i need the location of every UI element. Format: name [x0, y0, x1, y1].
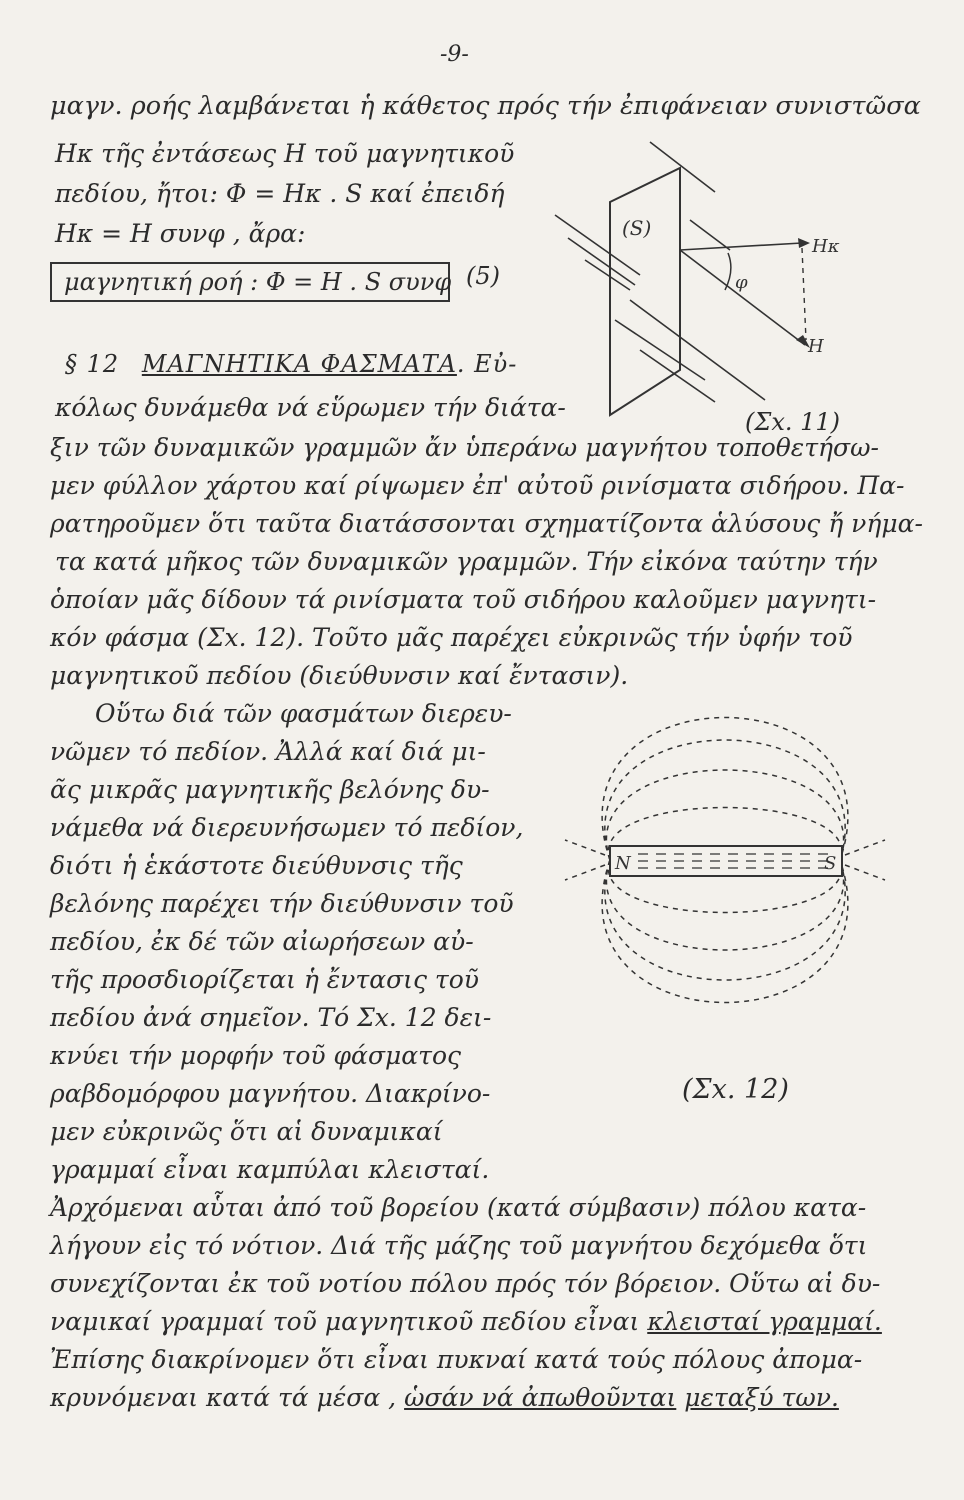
text-line: πεδίου, ἐκ δέ τῶν αἰωρήσεων αὐ- [50, 927, 474, 956]
text-line: Οὕτω διά τῶν φασμάτων διερευ- [95, 699, 512, 728]
text-line: διότι ἡ ἑκάστοτε διεύθυνσις τῆς [50, 851, 463, 880]
text-line: λήγουν εἰς τό νότιον. Διά τῆς μάζης τοῦ μαγνήτου δεχόμεθα ὅτι [50, 1231, 868, 1260]
text-line: κνύει τήν μορφήν τοῦ φάσματος [50, 1041, 462, 1070]
figure-11-caption: (Σx. 11) [745, 408, 841, 436]
field-line [602, 718, 848, 861]
text-line: νάμεθα νά διερευνήσωμεν τό πεδίον, [50, 813, 524, 842]
text-line: μεν φύλλον χάρτου καί ρίψωμεν ἐπ' αὐτοῦ ρινίσματα σιδήρου. Πα- [50, 471, 905, 500]
emphasis-text: ὡσάν νά ἀπωθοῦνται [404, 1383, 677, 1412]
page-number: -9- [440, 42, 469, 67]
text-line: Ἐπίσης διακρίνομεν ὅτι εἶναι πυκναί κατά τούς πόλους ἀπομα- [50, 1345, 863, 1374]
line-text: ναμικαί γραμμαί τοῦ μαγνητικοῦ πεδίου εἶναι [50, 1307, 648, 1336]
angle-label: φ [735, 272, 748, 293]
field-line [615, 320, 705, 380]
text-line: Ἀρχόμεναι αὗται ἀπό τοῦ βορείου (κατά σύμβασιν) πόλου κατα- [50, 1193, 867, 1222]
text-line: Hκ = H συνφ , ἄρα: [55, 219, 306, 248]
surface-label: (S) [622, 216, 652, 240]
projection-line [802, 248, 806, 340]
field-line [845, 840, 885, 855]
text-line: πεδίου, ἤτοι: Φ = Hκ . S καί ἐπειδή [55, 179, 505, 208]
equation-number: (5) [466, 262, 500, 290]
field-line [630, 300, 765, 400]
h-label: H [808, 336, 824, 357]
south-pole-label: S [824, 853, 837, 874]
text-line: κόλως δυνάμεθα νά εὕρωμεν τήν διάτα- [55, 393, 566, 422]
field-line [845, 865, 885, 880]
text-line: ξιν τῶν δυναμικῶν γραμμῶν ἄν ὑπεράνω μαγνήτου τοποθετήσω- [50, 433, 879, 462]
text-line: πεδίου ἀνά σημεῖον. Τό Σx. 12 δει- [50, 1003, 492, 1032]
figure-11-diagram [540, 140, 870, 440]
section-title: ΜΑΓΝΗΤΙΚΑ ΦΑΣΜΑΤΑ [141, 350, 457, 378]
text-line: συνεχίζονται ἐκ τοῦ νοτίου πόλου πρός τόν βόρειον. Οὕτω αἱ δυ- [50, 1269, 881, 1298]
text-line: νῶμεν τό πεδίον. Ἀλλά καί διά μι- [50, 737, 486, 766]
text-line: ὁποίαν μᾶς δίδουν τά ρινίσματα τοῦ σιδήρου καλοῦμεν μαγνητι- [50, 585, 877, 614]
hk-label: Hκ [812, 236, 840, 257]
figure-12-caption: (Σx. 12) [682, 1074, 789, 1105]
field-line [565, 840, 605, 855]
text-line: ρατηροῦμεν ὅτι ταῦτα διατάσσονται σχηματίζοντα ἁλύσους ἤ νήμα- [50, 509, 923, 538]
text-line: ραβδομόρφου μαγνήτου. Διακρίνο- [50, 1079, 491, 1108]
text-line: κόν φάσμα (Σx. 12). Τοῦτο μᾶς παρέχει εὐκρινῶς τήν ὑφήν τοῦ [50, 623, 853, 652]
text-line: τα κατά μῆκος τῶν δυναμικῶν γραμμῶν. Τήν εἰκόνα ταύτην τήν [55, 547, 878, 576]
field-line [568, 238, 635, 285]
field-line [650, 142, 715, 192]
text-line: τῆς προσδιορίζεται ἡ ἔντασις τοῦ [50, 965, 479, 994]
hk-vector [680, 243, 802, 250]
line-text: κρυνόμεναι κατά τά μέσα , [50, 1383, 405, 1412]
text-line: μαγνητικοῦ πεδίου (διεύθυνσιν καί ἔντασιν). [50, 661, 629, 690]
figure-12-diagram [540, 680, 910, 1060]
emphasis-text: μεταξύ των. [684, 1383, 839, 1412]
hk-arrowhead [798, 238, 810, 248]
emphasis-text: κλεισταί γραμμαί. [647, 1307, 882, 1336]
text-line: βελόνης παρέχει τήν διεύθυνσιν τοῦ [50, 889, 514, 918]
field-line [565, 865, 605, 880]
field-line [640, 350, 715, 402]
surface-plane [610, 168, 680, 415]
text-line [50, 1306, 882, 1338]
field-line [690, 220, 730, 250]
text-line: Hκ τῆς ἐντάσεως H τοῦ μαγνητικοῦ [55, 139, 515, 168]
text-line: μεν εὐκρινῶς ὅτι αἱ δυναμικαί [50, 1117, 443, 1146]
text-line: μαγν. ροής λαμβάνεται ἡ κάθετος πρός τήν ἐπιφάνειαν συνιστῶσα [50, 91, 921, 121]
h-vector [680, 250, 805, 345]
section-number: § 12 [65, 350, 120, 378]
formula-box: μαγνητική ροή : Φ = H . S συνφ [50, 262, 450, 302]
field-line [585, 260, 630, 290]
text-line: γραμμαί εἶναι καμπύλαι κλεισταί. [50, 1155, 490, 1184]
field-line [605, 740, 845, 860]
north-pole-label: N [615, 853, 631, 874]
field-line [602, 860, 848, 1003]
text-line: ᾶς μικρᾶς μαγνητικῆς βελόνης δυ- [50, 775, 490, 804]
section-intro: . Εὐ- [456, 350, 518, 378]
section-heading [65, 350, 517, 378]
text-line [50, 1382, 839, 1414]
field-line [605, 860, 845, 980]
